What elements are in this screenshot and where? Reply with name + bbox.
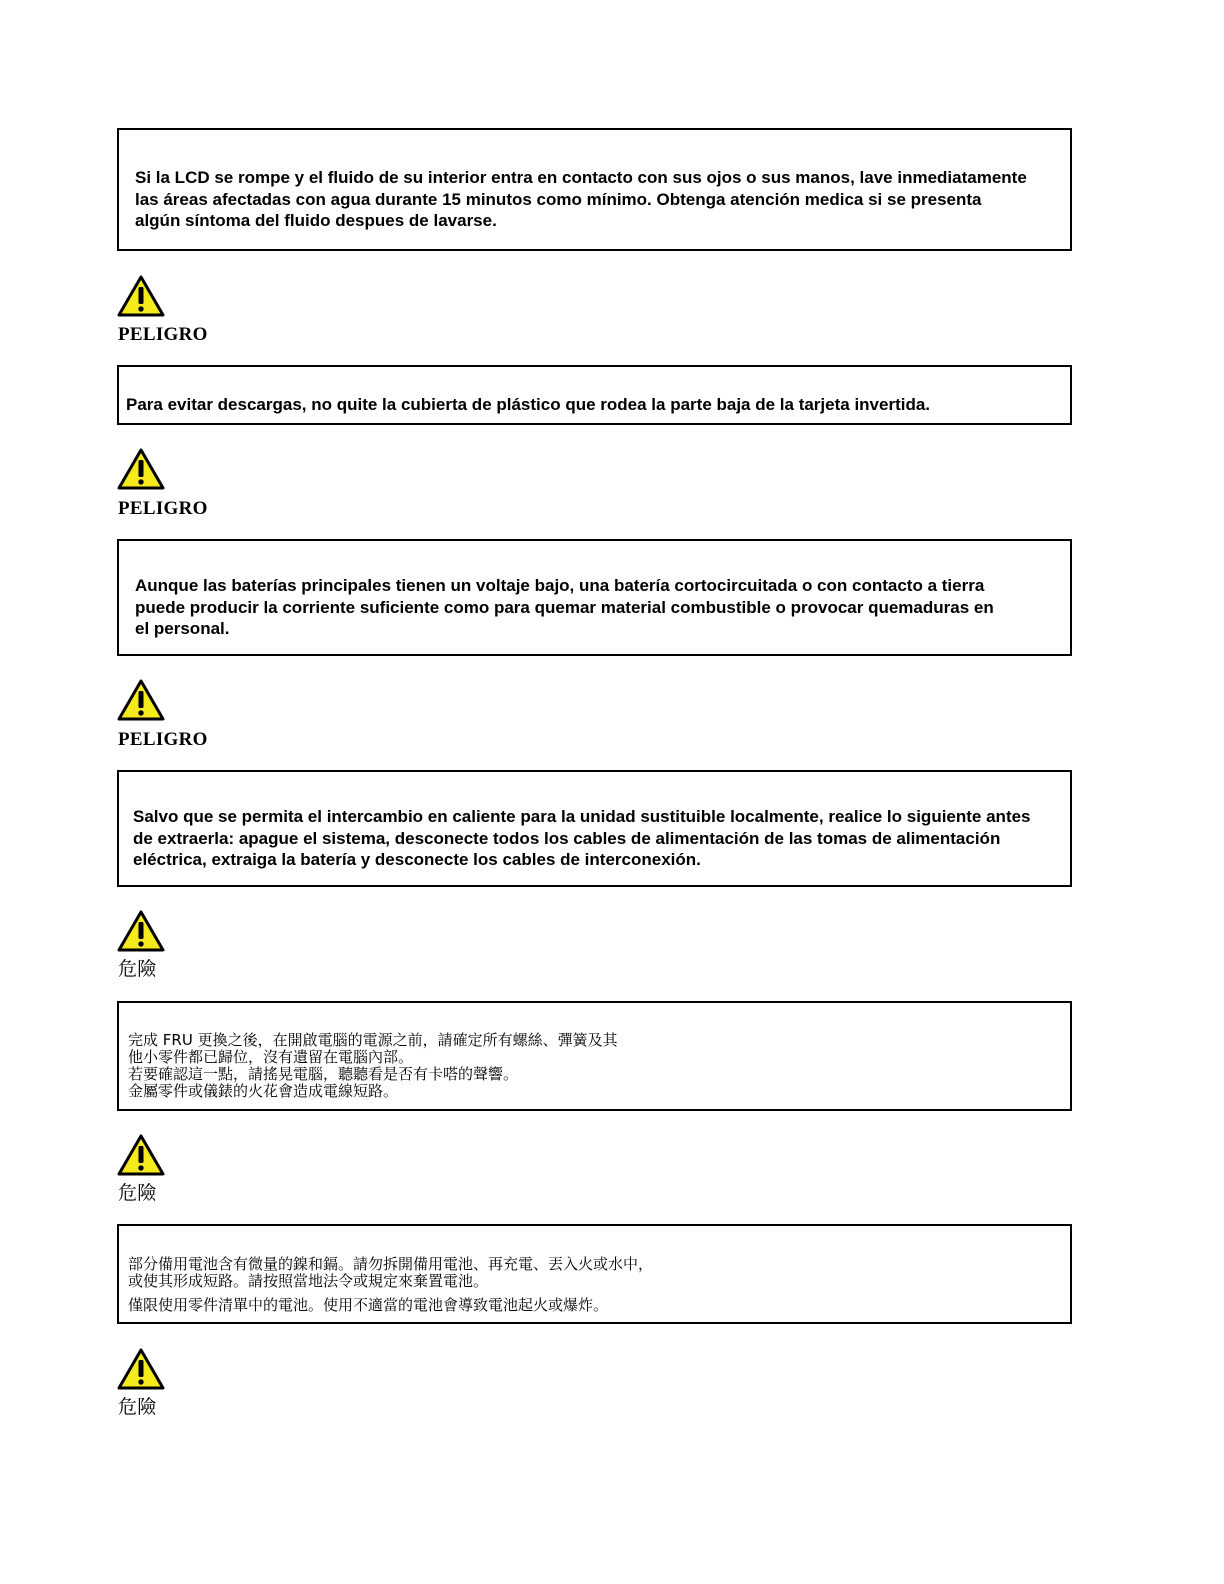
notice-text-battery-parts-list: 僅限使用零件清單中的電池。使用不適當的電池會導致電池起火或爆炸。 [128, 1296, 609, 1314]
warning-triangle-icon [117, 910, 165, 952]
warning-triangle-icon [117, 679, 165, 721]
danger-label: 危險 [118, 1396, 157, 1418]
danger-label: PELIGRO [118, 729, 208, 750]
danger-label: 危險 [118, 958, 157, 980]
danger-label: 危險 [118, 1182, 157, 1204]
notice-text-fru-replacement: 完成 FRU 更換之後，在開啟電腦的電源之前，請確定所有螺絲、彈簧及其 他小零件都已歸位，沒有遺留在電腦內部。 若要確認這一點，請搖晃電腦，聽聽看是否有卡嗒的聲響。 金屬零件或儀錶的火花會造成電線短路。 [128, 1031, 618, 1100]
warning-triangle-icon [117, 448, 165, 490]
danger-label: PELIGRO [118, 324, 208, 345]
warning-triangle-icon [117, 275, 165, 317]
notice-text-hot-swap: Salvo que se permita el intercambio en caliente para la unidad sustituible localmente, realice lo siguiente antes de extraerla: apague el sistema, desconecte todos los cables de alimentación de las tomas de alimentación eléctrica, extraiga la batería y desconecte los cables de interconexión. [133, 807, 1031, 869]
notice-text-backup-battery: 部分備用電池含有微量的鎳和鎘。請勿拆開備用電池、再充電、丟入火或水中， 或使其形成短路。請按照當地法令或規定來棄置電池。 [128, 1255, 654, 1290]
danger-label: PELIGRO [118, 498, 208, 519]
warning-triangle-icon [117, 1134, 165, 1176]
warning-triangle-icon [117, 1348, 165, 1390]
notice-text-plastic-cover: Para evitar descargas, no quite la cubierta de plástico que rodea la parte baja de la tarjeta invertida. [126, 395, 931, 414]
notice-text-battery-short: Aunque las baterías principales tienen un voltaje bajo, una batería cortocircuitada o con contacto a tierra puede producir la corriente suficiente como para quemar material combustible o provocar quemaduras en el personal. [135, 576, 994, 638]
notice-text-lcd: Si la LCD se rompe y el fluido de su interior entra en contacto con sus ojos o sus manos, lave inmediatamente las áreas afectadas con agua durante 15 minutos como mínimo. Obtenga atención medica si se presenta algún síntoma del fluido despues de lavarse. [135, 168, 1027, 230]
